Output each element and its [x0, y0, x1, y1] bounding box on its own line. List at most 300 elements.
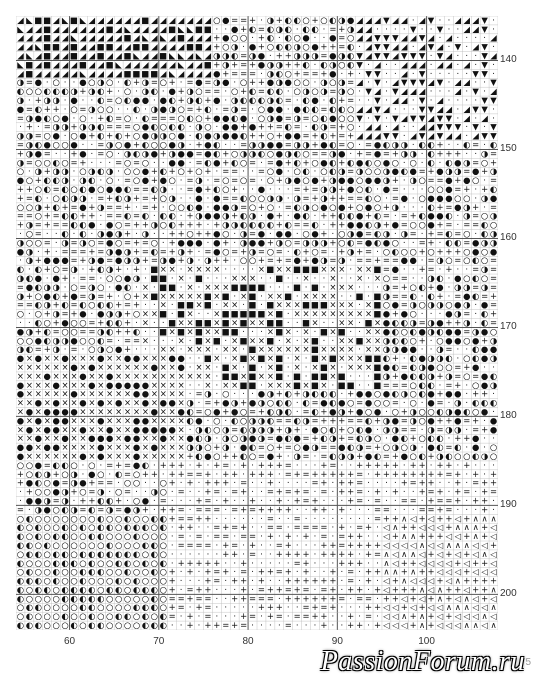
stitch-symbol: ◐ — [418, 388, 426, 399]
stitch-symbol: · — [260, 326, 263, 337]
stitch-symbol: = — [445, 442, 453, 453]
stitch-symbol: ◑ — [25, 130, 34, 141]
stitch-symbol: · — [251, 184, 254, 195]
stitch-symbol: ◁ — [401, 593, 408, 604]
stitch-symbol: ■ — [159, 281, 168, 292]
stitch-symbol: · — [215, 611, 219, 622]
stitch-symbol: ◢ — [17, 16, 24, 25]
stitch-symbol: · — [144, 299, 147, 310]
stitch-symbol: · — [411, 504, 415, 515]
stitch-symbol: ● — [347, 175, 355, 186]
stitch-symbol: + — [257, 468, 266, 479]
stitch-symbol: ◑ — [382, 290, 391, 301]
stitch-symbol: ▼ — [445, 121, 453, 132]
stitch-symbol: = — [141, 192, 149, 203]
stitch-symbol: × — [168, 406, 176, 417]
stitch-symbol: · — [286, 513, 290, 524]
stitch-symbol: × — [373, 335, 382, 346]
stitch-symbol: ◑ — [427, 424, 435, 435]
stitch-symbol: × — [329, 272, 337, 283]
stitch-symbol: + — [79, 157, 87, 168]
stitch-symbol: ■ — [239, 379, 248, 390]
stitch-symbol: + — [186, 246, 194, 257]
stitch-symbol: ● — [97, 255, 105, 266]
stitch-symbol: · — [286, 210, 290, 221]
stitch-symbol: ○ — [266, 41, 275, 52]
stitch-symbol: · — [465, 95, 469, 106]
stitch-symbol: ◑ — [338, 166, 346, 177]
stitch-symbol: · — [233, 495, 237, 506]
stitch-symbol: + — [34, 326, 42, 337]
stitch-symbol: ○ — [114, 620, 123, 630]
stitch-symbol: · — [295, 95, 299, 106]
stitch-symbol: ● — [16, 175, 25, 186]
stitch-symbol: + — [34, 255, 42, 266]
stitch-symbol: = — [275, 121, 283, 132]
stitch-symbol: · — [188, 495, 192, 506]
stitch-symbol: · — [153, 281, 156, 292]
stitch-symbol: ◐ — [25, 344, 34, 355]
stitch-symbol: ○ — [25, 557, 34, 568]
stitch-symbol: · — [295, 326, 299, 337]
stitch-symbol: ● — [123, 504, 132, 515]
stitch-symbol: ■ — [302, 299, 311, 310]
stitch-symbol: · — [153, 95, 156, 106]
stitch-symbol: · — [188, 379, 192, 390]
stitch-symbol: ◐ — [168, 95, 176, 106]
stitch-symbol: = — [97, 148, 105, 159]
stitch-symbol: = — [302, 468, 310, 479]
stitch-symbol: ○ — [79, 620, 87, 630]
stitch-symbol: = — [302, 602, 310, 613]
stitch-symbol: ○ — [159, 566, 167, 577]
stitch-symbol: = — [400, 415, 408, 426]
stitch-symbol: ■ — [266, 264, 275, 275]
stitch-symbol: ○ — [123, 584, 132, 595]
stitch-symbol: ◐ — [97, 495, 105, 506]
stitch-symbol: = — [231, 246, 239, 257]
stitch-symbol: ● — [382, 308, 391, 319]
stitch-symbol: ○ — [382, 272, 391, 283]
stitch-symbol: + — [347, 486, 355, 497]
stitch-symbol: ● — [480, 353, 489, 364]
stitch-symbol: ○ — [409, 335, 417, 346]
stitch-symbol: + — [481, 477, 489, 488]
stitch-symbol: = — [356, 415, 364, 426]
stitch-symbol: ● — [355, 210, 364, 221]
stitch-symbol: × — [195, 344, 203, 355]
stitch-symbol: ∧ — [410, 548, 417, 559]
stitch-symbol: ◑ — [266, 16, 275, 25]
stitch-symbol: · — [429, 459, 433, 470]
stitch-symbol: ▼ — [427, 16, 435, 25]
stitch-symbol: ◢ — [374, 86, 381, 97]
stitch-symbol: × — [141, 370, 149, 381]
stitch-symbol: + — [231, 210, 239, 221]
stitch-symbol: · — [465, 148, 469, 159]
stitch-symbol: × — [329, 290, 337, 301]
stitch-symbol: + — [472, 468, 480, 479]
stitch-symbol: + — [97, 317, 105, 328]
stitch-symbol: ◑ — [61, 121, 69, 132]
stitch-symbol: · — [117, 86, 120, 97]
stitch-symbol: ● — [195, 184, 203, 195]
stitch-symbol: ◑ — [391, 344, 400, 355]
stitch-symbol: ● — [480, 370, 489, 381]
stitch-symbol: × — [257, 370, 266, 381]
stitch-symbol: ◁ — [463, 611, 471, 622]
stitch-symbol: ◐ — [34, 103, 43, 114]
stitch-symbol: ● — [391, 433, 400, 444]
stitch-symbol: + — [400, 602, 408, 613]
stitch-symbol: · — [197, 548, 201, 559]
stitch-symbol: + — [481, 335, 489, 346]
stitch-symbol: ◑ — [222, 433, 230, 444]
stitch-symbol: · — [286, 611, 290, 622]
stitch-symbol: = — [356, 192, 364, 203]
stitch-symbol: · — [394, 59, 397, 70]
stitch-symbol: = — [204, 602, 212, 613]
stitch-symbol: × — [43, 433, 51, 444]
stitch-symbol: × — [115, 406, 123, 417]
stitch-symbol: ◢ — [61, 23, 69, 34]
stitch-symbol: · — [456, 504, 460, 515]
stitch-symbol: ◁ — [392, 620, 399, 630]
stitch-symbol: ◐ — [266, 415, 275, 426]
stitch-symbol: ◐ — [150, 246, 159, 257]
stitch-symbol: ● — [79, 450, 87, 461]
stitch-symbol: · — [456, 459, 460, 470]
stitch-symbol: ■ — [43, 41, 52, 52]
stitch-symbol: ○ — [61, 326, 69, 337]
stitch-symbol: · — [215, 433, 219, 444]
stitch-symbol: · — [438, 68, 442, 79]
stitch-symbol: = — [302, 219, 310, 230]
stitch-symbol: + — [150, 192, 158, 203]
stitch-symbol: ■ — [43, 16, 52, 25]
stitch-symbol: × — [70, 433, 78, 444]
stitch-symbol: ○ — [463, 255, 471, 266]
stitch-symbol: · — [215, 539, 219, 550]
stitch-symbol: + — [115, 299, 123, 310]
stitch-symbol: ■ — [43, 50, 52, 61]
stitch-symbol: ○ — [141, 575, 150, 586]
stitch-symbol: · — [144, 326, 147, 337]
stitch-symbol: ○ — [159, 593, 167, 604]
stitch-symbol: · — [286, 495, 290, 506]
stitch-symbol: × — [248, 353, 257, 364]
stitch-symbol: ● — [311, 95, 319, 106]
stitch-symbol: + — [195, 513, 203, 524]
stitch-symbol: · — [358, 326, 361, 337]
stitch-symbol: ◐ — [97, 335, 105, 346]
stitch-symbol: + — [266, 531, 274, 542]
stitch-symbol: × — [338, 264, 346, 275]
stitch-symbol: ◐ — [159, 522, 167, 533]
stitch-symbol: ● — [373, 175, 382, 186]
stitch-symbol: ○ — [70, 611, 78, 622]
stitch-symbol: + — [213, 442, 221, 453]
stitch-symbol: · — [251, 602, 254, 613]
stitch-symbol: = — [141, 246, 149, 257]
stitch-symbol: · — [304, 121, 308, 132]
stitch-symbol: · — [108, 281, 112, 292]
stitch-symbol: × — [320, 308, 328, 319]
stitch-symbol: + — [213, 41, 221, 52]
stitch-symbol: ◑ — [141, 228, 150, 239]
stitch-symbol: ○ — [114, 237, 123, 248]
stitch-symbol: ○ — [159, 575, 167, 586]
stitch-symbol: ◣ — [177, 59, 185, 70]
stitch-symbol: · — [483, 468, 486, 479]
stitch-symbol: ◑ — [248, 148, 257, 159]
stitch-symbol: ● — [454, 299, 462, 310]
stitch-symbol: ◐ — [204, 157, 212, 168]
stitch-symbol: + — [427, 620, 435, 630]
stitch-symbol: ■ — [203, 23, 212, 34]
stitch-symbol: · — [144, 264, 147, 275]
stitch-symbol: ● — [52, 379, 60, 390]
stitch-symbol: = — [356, 593, 364, 604]
stitch-symbol: ◢ — [356, 32, 363, 43]
stitch-symbol: = — [320, 442, 328, 453]
stitch-symbol: = — [284, 95, 292, 106]
stitch-symbol: × — [79, 442, 87, 453]
stitch-symbol: × — [338, 335, 346, 346]
stitch-symbol: ◐ — [329, 424, 337, 435]
watermark: PassionForum.ru — [320, 646, 525, 677]
stitch-symbol: = — [302, 450, 310, 461]
stitch-symbol: ◁ — [436, 522, 444, 533]
stitch-symbol: ◢ — [427, 121, 435, 132]
stitch-symbol: ○ — [213, 450, 221, 461]
stitch-symbol: · — [117, 148, 120, 159]
stitch-symbol: ◐ — [97, 522, 105, 533]
stitch-symbol: ■ — [168, 317, 177, 328]
stitch-symbol: + — [311, 611, 319, 622]
stitch-symbol: + — [320, 406, 328, 417]
stitch-symbol: = — [302, 495, 310, 506]
stitch-symbol: = — [186, 513, 194, 524]
stitch-symbol: = — [347, 566, 355, 577]
stitch-symbol: + — [329, 192, 337, 203]
stitch-symbol: = — [347, 433, 355, 444]
stitch-symbol: × — [115, 415, 123, 426]
stitch-symbol: ○ — [25, 584, 34, 595]
stitch-symbol: ○ — [25, 468, 34, 479]
stitch-symbol: · — [304, 620, 308, 630]
stitch-symbol: + — [168, 513, 176, 524]
stitch-symbol: + — [409, 210, 417, 221]
stitch-symbol: ● — [106, 219, 114, 230]
stitch-symbol: ◐ — [97, 566, 105, 577]
stitch-symbol: ◐ — [70, 584, 78, 595]
stitch-symbol: · — [349, 593, 353, 604]
stitch-symbol: · — [322, 272, 326, 283]
stitch-symbol: · — [286, 272, 290, 283]
stitch-symbol: ○ — [347, 86, 355, 97]
stitch-symbol: = — [124, 486, 132, 497]
stitch-symbol: · — [385, 112, 388, 123]
stitch-symbol: × — [88, 353, 96, 364]
stitch-symbol: = — [454, 228, 462, 239]
stitch-symbol: ○ — [52, 264, 60, 275]
stitch-symbol: ● — [177, 157, 185, 168]
stitch-symbol: × — [124, 424, 132, 435]
stitch-symbol: ◐ — [141, 584, 150, 595]
stitch-symbol: = — [97, 290, 105, 301]
stitch-symbol: ◐ — [79, 566, 87, 577]
stitch-symbol: + — [427, 237, 435, 248]
stitch-symbol: ○ — [150, 575, 159, 586]
stitch-symbol: ◑ — [347, 228, 355, 239]
stitch-symbol: ● — [43, 255, 51, 266]
stitch-symbol: + — [454, 317, 462, 328]
stitch-symbol: ◐ — [123, 77, 132, 88]
stitch-symbol: · — [313, 557, 317, 568]
stitch-symbol: + — [25, 121, 33, 132]
stitch-symbol: ◑ — [382, 281, 391, 292]
stitch-symbol: ● — [489, 344, 498, 355]
stitch-symbol: ○ — [79, 112, 87, 123]
stitch-symbol: ○ — [195, 112, 203, 123]
stitch-symbol: = — [97, 237, 105, 248]
stitch-symbol: ■ — [319, 299, 328, 310]
stitch-symbol: · — [447, 68, 451, 79]
stitch-symbol: + — [248, 468, 257, 479]
stitch-symbol: ∧ — [490, 513, 497, 524]
stitch-symbol: = — [248, 406, 257, 417]
stitch-symbol: + — [373, 539, 382, 550]
stitch-symbol: = — [418, 237, 426, 248]
stitch-symbol: × — [266, 290, 274, 301]
stitch-symbol: ● — [106, 228, 114, 239]
stitch-symbol: · — [402, 486, 406, 497]
stitch-symbol: = — [115, 210, 123, 221]
stitch-symbol: ◐ — [355, 424, 364, 435]
stitch-symbol: = — [16, 210, 25, 221]
stitch-symbol: = — [231, 522, 239, 533]
stitch-symbol: + — [186, 620, 194, 630]
stitch-symbol: · — [376, 522, 379, 533]
stitch-symbol: ◣ — [35, 41, 42, 52]
stitch-symbol: ○ — [159, 121, 167, 132]
stitch-symbol: · — [474, 308, 478, 319]
stitch-symbol: ● — [329, 50, 337, 61]
page-corner-mark: 5 — [525, 657, 531, 668]
stitch-symbol: + — [195, 557, 203, 568]
stitch-symbol: + — [481, 531, 489, 542]
stitch-symbol: ◐ — [34, 522, 43, 533]
stitch-symbol: ○ — [70, 281, 78, 292]
stitch-symbol: = — [204, 397, 212, 408]
stitch-symbol: · — [322, 557, 326, 568]
stitch-symbol: × — [115, 450, 123, 461]
stitch-symbol: ● — [248, 121, 257, 132]
stitch-symbol: ◢ — [133, 16, 140, 25]
stitch-symbol: × — [34, 424, 42, 435]
stitch-symbol: × — [132, 406, 141, 417]
stitch-symbol: = — [329, 86, 337, 97]
stitch-symbol: ○ — [114, 566, 123, 577]
stitch-symbol: ◢ — [151, 32, 158, 43]
stitch-symbol: = — [489, 201, 498, 212]
stitch-symbol: ● — [16, 379, 25, 390]
stitch-symbol: ▼ — [481, 130, 488, 141]
stitch-symbol: + — [266, 504, 274, 515]
stitch-symbol: ◢ — [61, 59, 69, 70]
stitch-symbol: + — [427, 477, 435, 488]
stitch-symbol: ◐ — [43, 335, 51, 346]
stitch-symbol: ○ — [168, 201, 176, 212]
stitch-symbol: + — [195, 602, 203, 613]
stitch-symbol: ■ — [123, 68, 132, 79]
stitch-symbol: ◐ — [329, 95, 337, 106]
stitch-symbol: · — [286, 602, 290, 613]
stitch-symbol: ◐ — [320, 433, 328, 444]
stitch-symbol: ○ — [88, 77, 96, 88]
stitch-symbol: ◑ — [329, 433, 337, 444]
stitch-symbol: ● — [123, 379, 132, 390]
stitch-symbol: ● — [61, 353, 69, 364]
stitch-symbol: ◑ — [427, 317, 435, 328]
stitch-symbol: · — [286, 353, 290, 364]
stitch-symbol: · — [411, 272, 415, 283]
stitch-symbol: + — [186, 477, 194, 488]
stitch-symbol: ● — [471, 442, 480, 453]
stitch-symbol: ● — [248, 41, 257, 52]
stitch-symbol: = — [472, 157, 480, 168]
stitch-symbol: = — [240, 620, 248, 630]
stitch-symbol: · — [340, 620, 344, 630]
stitch-symbol: · — [456, 264, 460, 275]
stitch-symbol: ◢ — [204, 41, 212, 52]
stitch-symbol: + — [391, 459, 399, 470]
stitch-symbol: ▼ — [409, 50, 417, 61]
stitch-symbol: ● — [364, 201, 373, 212]
stitch-symbol: ● — [489, 415, 498, 426]
stitch-symbol: + — [240, 504, 248, 515]
stitch-symbol: ◐ — [239, 130, 248, 141]
stitch-symbol: · — [456, 344, 460, 355]
stitch-symbol: ● — [436, 281, 444, 292]
stitch-symbol: ◢ — [88, 68, 96, 79]
stitch-symbol: ■ — [373, 361, 382, 372]
stitch-symbol: ◁ — [463, 584, 471, 595]
stitch-symbol: × — [88, 388, 96, 399]
stitch-symbol: + — [231, 468, 239, 479]
stitch-symbol: ● — [132, 459, 141, 470]
stitch-symbol: + — [213, 59, 221, 70]
stitch-symbol: ◑ — [97, 326, 105, 337]
stitch-symbol: × — [97, 361, 105, 372]
stitch-symbol: · — [153, 317, 156, 328]
stitch-symbol: × — [70, 450, 78, 461]
stitch-symbol: ◑ — [61, 335, 69, 346]
stitch-symbol: ◐ — [480, 317, 489, 328]
stitch-symbol: ◢ — [365, 23, 372, 34]
stitch-symbol: + — [338, 548, 346, 559]
stitch-symbol: ◁ — [490, 557, 497, 568]
stitch-symbol: ◑ — [338, 450, 346, 461]
stitch-symbol: ○ — [16, 308, 25, 319]
stitch-symbol: × — [79, 361, 87, 372]
stitch-symbol: ◑ — [436, 344, 444, 355]
stitch-symbol: ◑ — [445, 166, 453, 177]
stitch-symbol: ◑ — [97, 344, 105, 355]
stitch-symbol: ◐ — [34, 531, 43, 542]
stitch-symbol: × — [34, 388, 42, 399]
